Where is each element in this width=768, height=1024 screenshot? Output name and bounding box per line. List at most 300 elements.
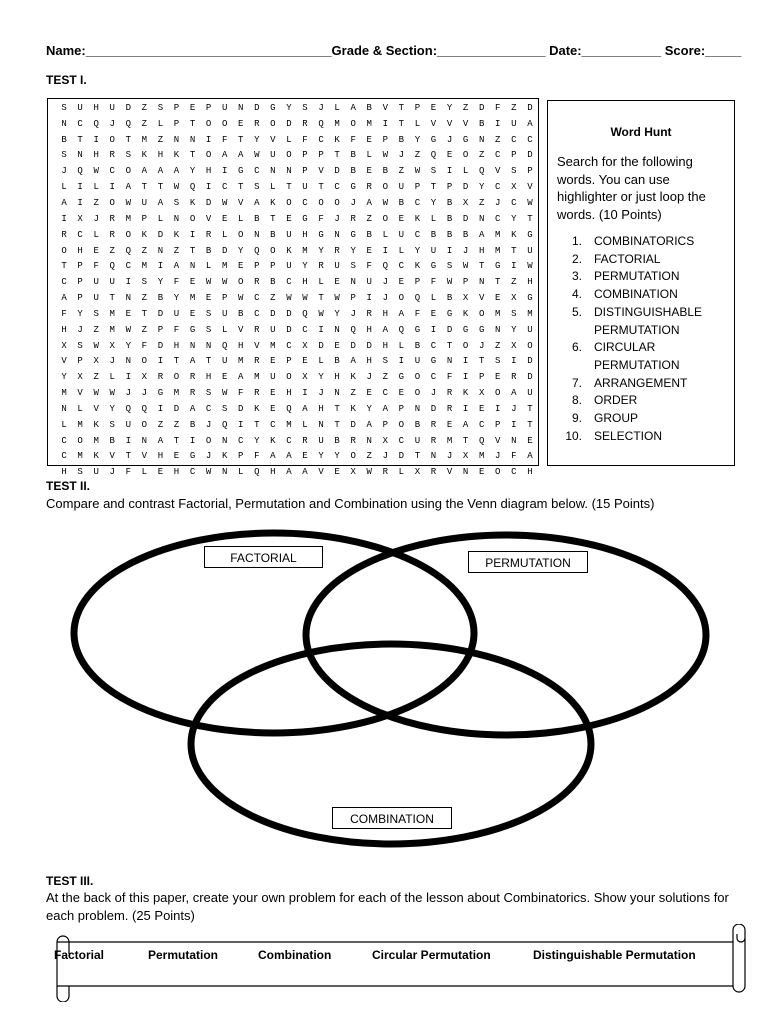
grid-letter: M (286, 419, 292, 430)
grid-letter: A (173, 261, 180, 272)
grid-letter: T (511, 245, 517, 256)
grid-letter: X (61, 340, 67, 351)
grid-letter: V (318, 166, 324, 177)
grid-letter: S (173, 197, 180, 208)
grid-letter: H (302, 277, 308, 288)
grid-letter: D (527, 356, 533, 367)
grid-letter: R (254, 277, 260, 288)
grid-letter: O (334, 197, 340, 208)
grid-letter: G (350, 229, 356, 240)
grid-letter: P (495, 419, 501, 430)
grid-letter: X (462, 451, 469, 462)
grid-letter: L (238, 467, 244, 478)
grid-letter: X (141, 372, 148, 383)
grid-letter: T (125, 134, 131, 145)
grid-letter: D (446, 324, 453, 335)
grid-letter: I (189, 435, 196, 446)
grid-letter: T (141, 182, 148, 193)
grid-letter: A (286, 451, 292, 462)
grid-letter: C (286, 435, 292, 446)
grid-letter: V (77, 388, 83, 399)
grid-letter: B (414, 419, 421, 430)
grid-letter: C (334, 182, 340, 193)
grid-letter: C (254, 308, 260, 319)
grid-letter: Z (157, 134, 164, 145)
grid-letter: L (366, 150, 372, 161)
grid-letter: C (478, 419, 485, 430)
grid-letter: L (141, 467, 148, 478)
grid-letter: W (366, 467, 372, 478)
grid-letter: S (205, 308, 212, 319)
grid-letter: Z (93, 197, 99, 208)
grid-letter: L (93, 182, 99, 193)
grid-letter: E (238, 261, 244, 272)
grid-letter: Y (430, 197, 437, 208)
grid-letter: O (205, 150, 212, 161)
grid-letter: N (334, 229, 340, 240)
grid-letter: C (495, 182, 501, 193)
venn-label-permutation: PERMUTATION (468, 551, 588, 573)
grid-letter: W (382, 150, 388, 161)
grid-letter: V (495, 435, 501, 446)
grid-letter: E (221, 213, 228, 224)
grid-letter: B (61, 134, 67, 145)
grid-letter: O (205, 435, 212, 446)
grid-letter: Y (446, 102, 453, 113)
grid-letter: J (141, 388, 148, 399)
grid-letter: P (414, 277, 421, 288)
grid-letter: I (77, 197, 83, 208)
grid-letter: F (350, 134, 356, 145)
grid-letter: I (205, 182, 212, 193)
grid-letter: P (446, 182, 453, 193)
grid-letter: E (430, 102, 437, 113)
grid-letter: H (382, 340, 388, 351)
grid-letter: G (350, 182, 356, 193)
grid-letter: G (430, 261, 437, 272)
grid-letter: L (318, 277, 324, 288)
grid-letter: L (286, 134, 292, 145)
word-list-item (560, 339, 732, 374)
grid-letter: R (366, 308, 372, 319)
grid-letter: E (189, 308, 196, 319)
grid-letter: Y (318, 245, 324, 256)
grid-letter: E (430, 308, 437, 319)
grid-letter: O (286, 372, 292, 383)
grid-letter: R (366, 182, 372, 193)
grid-letter: S (302, 102, 308, 113)
grid-letter: X (109, 340, 115, 351)
grid-letter: B (157, 293, 164, 304)
grid-letter: E (173, 451, 180, 462)
grid-letter: C (205, 403, 212, 414)
grid-letter: P (511, 150, 517, 161)
grid-letter: E (398, 277, 405, 288)
grid-letter: R (302, 118, 308, 129)
grid-letter: T (189, 150, 196, 161)
grid-letter: J (382, 277, 388, 288)
grid-letter: Q (221, 419, 228, 430)
grid-letter: M (270, 340, 276, 351)
word-text: SELECTION (594, 428, 663, 443)
grid-letter: U (221, 308, 228, 319)
grid-letter: R (109, 150, 115, 161)
grid-row (56, 132, 538, 148)
grid-letter: A (221, 150, 228, 161)
grid-letter: M (495, 229, 501, 240)
grid-letter: G (446, 308, 453, 319)
grid-letter: H (366, 324, 372, 335)
grid-letter: Z (173, 419, 180, 430)
grid-letter: G (462, 324, 469, 335)
word-list-item (560, 392, 732, 410)
grid-letter: B (414, 340, 421, 351)
grid-letter: O (398, 293, 405, 304)
grid-letter: Q (254, 467, 260, 478)
grid-letter: O (350, 451, 356, 462)
grid-letter: N (414, 403, 421, 414)
grid-letter: D (527, 102, 533, 113)
grid-letter: C (511, 467, 517, 478)
grid-letter: N (270, 166, 276, 177)
grid-letter: Y (77, 308, 83, 319)
grid-letter: T (478, 356, 485, 367)
grid-letter: T (173, 435, 180, 446)
grid-letter: O (125, 229, 131, 240)
grid-letter: B (366, 102, 372, 113)
grid-letter: G (238, 166, 244, 177)
grid-letter: Y (350, 245, 356, 256)
grid-letter: C (189, 467, 196, 478)
grid-letter: S (350, 261, 356, 272)
grid-letter: O (414, 388, 421, 399)
grid-letter: T (238, 182, 244, 193)
grid-letter: Y (302, 261, 308, 272)
grid-letter: N (462, 467, 469, 478)
grid-row (56, 354, 538, 370)
grid-letter: W (205, 467, 212, 478)
grid-letter: P (77, 293, 83, 304)
grid-letter: G (527, 229, 533, 240)
grid-letter: P (270, 261, 276, 272)
grid-letter: F (173, 277, 180, 288)
grid-letter: D (430, 403, 437, 414)
grid-letter: L (221, 229, 228, 240)
grid-letter: U (270, 150, 276, 161)
grid-letter: A (189, 356, 196, 367)
grid-letter: M (302, 245, 308, 256)
grid-letter: L (205, 261, 212, 272)
grid-letter: D (157, 229, 164, 240)
grid-letter: Q (350, 324, 356, 335)
grid-letter: E (221, 372, 228, 383)
grid-letter: E (446, 150, 453, 161)
grid-letter: R (350, 435, 356, 446)
grid-letter: J (109, 467, 115, 478)
grid-letter: T (254, 419, 260, 430)
grid-letter: W (527, 261, 533, 272)
grid-letter: D (205, 197, 212, 208)
grid-letter: Z (398, 166, 405, 177)
topic-item: Distinguishable Permutation (533, 948, 696, 962)
grid-letter: W (302, 293, 308, 304)
grid-letter: V (205, 213, 212, 224)
grid-letter: P (254, 261, 260, 272)
grid-letter: F (414, 308, 421, 319)
grid-letter: E (286, 213, 292, 224)
grid-letter: M (446, 435, 453, 446)
grid-letter: E (334, 467, 340, 478)
grid-letter: C (61, 277, 67, 288)
grid-letter: E (495, 372, 501, 383)
grid-letter: Z (141, 102, 148, 113)
grid-letter: H (205, 166, 212, 177)
word-number: 3. (571, 269, 582, 284)
grid-letter: N (221, 467, 228, 478)
grid-letter: K (414, 261, 421, 272)
grid-letter: N (173, 134, 180, 145)
grid-letter: F (254, 451, 260, 462)
grid-letter: B (334, 435, 340, 446)
grid-letter: K (350, 403, 356, 414)
grid-letter: B (462, 229, 469, 240)
grid-letter: N (366, 435, 372, 446)
grid-letter: H (334, 372, 340, 383)
grid-letter: U (141, 197, 148, 208)
grid-letter: C (61, 435, 67, 446)
grid-letter: V (430, 118, 437, 129)
grid-letter: E (270, 403, 276, 414)
grid-letter: O (141, 356, 148, 367)
grid-letter: R (446, 403, 453, 414)
grid-letter: A (382, 403, 388, 414)
word-text: COMBINATION (594, 287, 678, 302)
word-number: 4. (571, 287, 582, 302)
grid-letter: G (189, 451, 196, 462)
grid-letter: H (527, 277, 533, 288)
grid-letter: Y (286, 102, 292, 113)
grid-letter: T (125, 451, 131, 462)
grid-letter: T (77, 134, 83, 145)
grid-letter: Y (334, 308, 340, 319)
grid-letter: J (318, 102, 324, 113)
word-list-item (560, 233, 732, 251)
grid-letter: P (527, 166, 533, 177)
grid-letter: O (77, 435, 83, 446)
grid-letter: Q (93, 118, 99, 129)
grid-row (56, 163, 538, 179)
grid-letter: R (109, 213, 115, 224)
grid-letter: E (478, 403, 485, 414)
word-number: 2. (571, 251, 582, 266)
grid-letter: P (77, 356, 83, 367)
grid-letter: I (205, 134, 212, 145)
grid-letter: V (462, 118, 469, 129)
grid-letter: C (221, 182, 228, 193)
grid-letter: C (61, 451, 67, 462)
grid-letter: H (173, 340, 180, 351)
grid-letter: E (302, 356, 308, 367)
grid-letter: N (495, 324, 501, 335)
grid-letter: O (141, 419, 148, 430)
grid-letter: K (254, 403, 260, 414)
grid-letter: Z (495, 340, 501, 351)
grid-letter: V (141, 451, 148, 462)
grid-letter: P (302, 150, 308, 161)
grid-letter: H (318, 403, 324, 414)
grid-letter: B (238, 308, 244, 319)
grid-letter: G (398, 372, 405, 383)
grid-letter: T (334, 403, 340, 414)
grid-letter: H (61, 467, 67, 478)
grid-letter: M (141, 134, 148, 145)
grid-letter: E (157, 467, 164, 478)
grid-letter: L (270, 182, 276, 193)
grid-letter: U (398, 182, 405, 193)
grid-letter: Q (286, 403, 292, 414)
grid-letter: S (511, 166, 517, 177)
grid-letter: L (398, 340, 405, 351)
grid-letter: Q (302, 308, 308, 319)
grid-letter: E (398, 213, 405, 224)
grid-letter: A (125, 182, 131, 193)
grid-letter: W (125, 324, 131, 335)
grid-letter: T (398, 118, 405, 129)
grid-letter: L (398, 245, 405, 256)
grid-letter: I (495, 403, 501, 414)
grid-letter: H (93, 102, 99, 113)
grid-letter: F (302, 134, 308, 145)
grid-letter: U (511, 118, 517, 129)
grid-letter: C (270, 419, 276, 430)
grid-letter: Q (430, 150, 437, 161)
grid-letter: D (157, 308, 164, 319)
grid-letter: W (173, 182, 180, 193)
grid-letter: P (286, 356, 292, 367)
grid-letter: I (462, 356, 469, 367)
grid-letter: Z (382, 372, 388, 383)
word-list-item (560, 304, 732, 339)
grid-row (56, 100, 538, 116)
grid-letter: T (318, 182, 324, 193)
grid-letter: A (302, 467, 308, 478)
grid-letter: R (350, 213, 356, 224)
grid-letter: F (173, 324, 180, 335)
student-info-line: Name:__________________________________Grade & Section:_______________ Date:___________ Score:_____ (46, 43, 742, 58)
grid-letter: U (414, 435, 421, 446)
grid-letter: H (61, 324, 67, 335)
scroll-banner (43, 924, 753, 1002)
grid-letter: Q (221, 340, 228, 351)
grid-letter: A (302, 403, 308, 414)
grid-letter: H (238, 340, 244, 351)
grid-letter: O (109, 197, 115, 208)
grid-letter: W (125, 197, 131, 208)
grid-row (56, 116, 538, 132)
grid-letter: I (109, 182, 115, 193)
word-text: DISTINGUISHABLE PERMUTATION (594, 304, 703, 337)
grid-letter: E (189, 102, 196, 113)
grid-letter: G (478, 324, 485, 335)
grid-letter: F (125, 467, 131, 478)
grid-letter: V (109, 451, 115, 462)
grid-letter: V (527, 182, 533, 193)
word-number: 1. (571, 234, 582, 248)
grid-letter: A (61, 293, 67, 304)
grid-letter: Q (125, 118, 131, 129)
grid-letter: T (173, 356, 180, 367)
grid-row (56, 258, 538, 274)
grid-letter: L (61, 419, 67, 430)
grid-letter: M (527, 308, 533, 319)
grid-letter: B (446, 229, 453, 240)
grid-letter: C (286, 340, 292, 351)
grid-letter: C (430, 372, 437, 383)
grid-letter: B (382, 166, 388, 177)
grid-row (56, 274, 538, 290)
grid-letter: S (61, 150, 67, 161)
grid-letter: K (93, 451, 99, 462)
grid-letter: G (318, 229, 324, 240)
grid-letter: K (93, 419, 99, 430)
grid-letter: I (382, 245, 388, 256)
grid-letter: H (366, 356, 372, 367)
grid-letter: O (125, 166, 131, 177)
grid-letter: R (157, 372, 164, 383)
grid-letter: D (366, 340, 372, 351)
grid-letter: I (382, 118, 388, 129)
grid-letter: J (93, 213, 99, 224)
test-3-label: TEST III. (46, 874, 94, 888)
grid-row (56, 338, 538, 354)
word-search-grid (47, 98, 539, 478)
grid-letter: D (350, 340, 356, 351)
grid-letter: I (495, 118, 501, 129)
grid-letter: E (495, 293, 501, 304)
grid-letter: T (414, 451, 421, 462)
grid-letter: E (125, 308, 131, 319)
grid-row (56, 290, 538, 306)
grid-letter: C (398, 435, 405, 446)
grid-letter: U (221, 102, 228, 113)
grid-letter: Q (77, 166, 83, 177)
grid-letter: D (125, 102, 131, 113)
grid-letter: Y (125, 340, 131, 351)
grid-letter: Q (189, 182, 196, 193)
word-text: ARRANGEMENT (594, 375, 688, 390)
grid-letter: C (302, 197, 308, 208)
grid-letter: J (350, 308, 356, 319)
grid-letter: F (366, 261, 372, 272)
grid-letter: U (125, 419, 131, 430)
word-list (560, 233, 732, 445)
grid-letter: Q (125, 403, 131, 414)
grid-row (56, 464, 538, 480)
grid-letter: N (478, 277, 485, 288)
grid-row (56, 417, 538, 433)
grid-letter: O (221, 118, 228, 129)
topic-item: Factorial (54, 948, 105, 962)
grid-letter: B (446, 197, 453, 208)
grid-letter: Y (254, 134, 260, 145)
grid-letter: D (238, 403, 244, 414)
grid-letter: Z (414, 150, 421, 161)
grid-letter: S (430, 166, 437, 177)
grid-letter: A (527, 118, 533, 129)
grid-letter: T (334, 419, 340, 430)
grid-letter: M (366, 118, 372, 129)
grid-letter: H (173, 467, 180, 478)
